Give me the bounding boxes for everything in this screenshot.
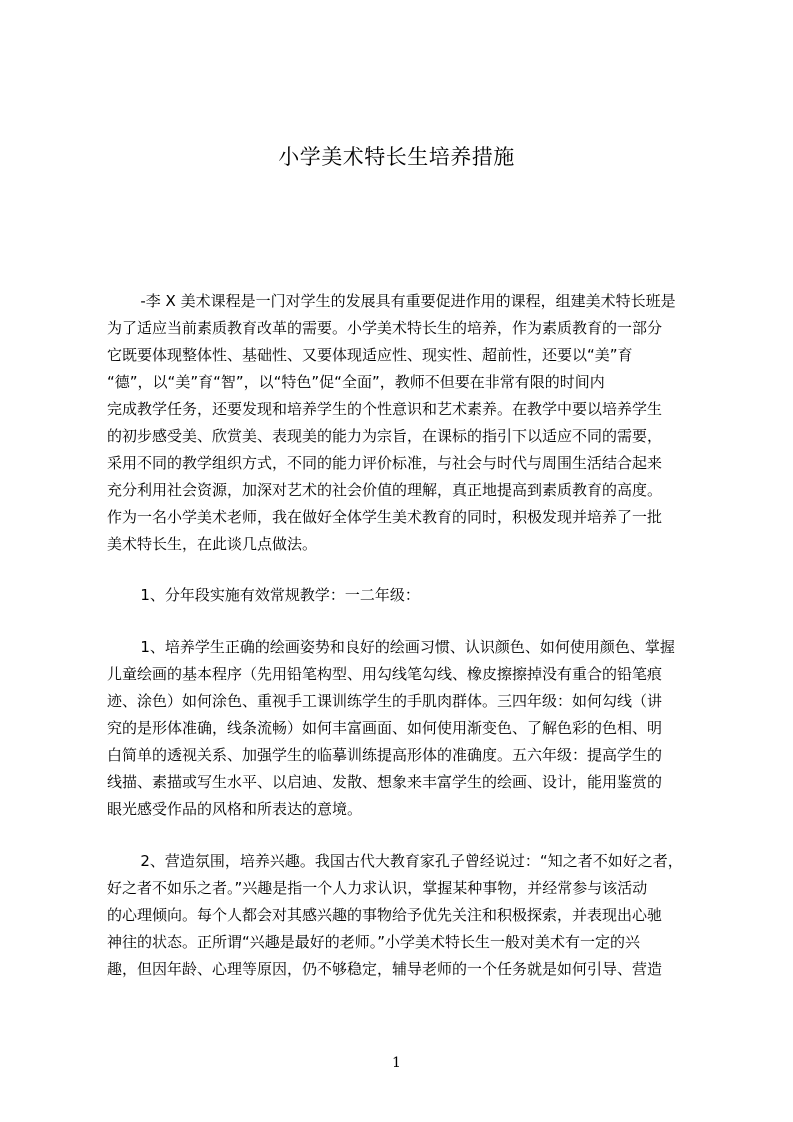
text-line: 美术特长生，在此谈几点做法。 (107, 535, 318, 553)
text-line: 采用不同的教学组织方式，不同的能力评价标准，与社会与时代与周围生活结合起来 (107, 454, 663, 472)
text-line: 眼光感受作品的风格和所表达的意境。 (107, 800, 363, 818)
text-line: 1、培养学生正确的绘画姿势和良好的绘画习惯、认识颜色、如何使用颜色、掌握 (107, 638, 675, 656)
text-line: 儿童绘画的基本程序（先用铅笔构型、用勾线笔勾线、橡皮擦擦掉没有重合的铅笔痕 (107, 665, 663, 683)
page-number: 1 (392, 1055, 401, 1071)
text-line: 充分利用社会资源，加深对艺术的社会价值的理解，真正地提高到素质教育的高度。 (107, 481, 663, 499)
document-title: 小学美术特长生培养措施 (278, 145, 515, 169)
text-line: 迹、涂色）如何涂色、重视手工课训练学生的手肌肉群体。三四年级：如何勾线（讲 (107, 692, 663, 710)
text-line: 完成教学任务，还要发现和培养学生的个性意识和艺术素养。在教学中要以培养学生 (107, 400, 663, 418)
text-line: -李 X 美术课程是一门对学生的发展具有重要促进作用的课程，组建美术特长班是 (107, 292, 676, 310)
text-line: 为了适应当前素质教育改革的需要。小学美术特长生的培养，作为素质教育的一部分 (107, 319, 663, 337)
text-line: 白简单的透视关系、加强学生的临摹训练提高形体的准确度。五六年级：提高学生的 (107, 746, 663, 764)
text-line: 趣，但因年龄、心理等原因，仍不够稳定，辅导老师的一个任务就是如何引导、营造 (107, 960, 663, 978)
text-line: 好之者不如乐之者。”兴趣是指一个人力求认识，掌握某种事物，并经常参与该活动 (107, 879, 648, 897)
text-line: 的心理倾向。每个人都会对其感兴趣的事物给予优先关注和积极探索，并表现出心驰 (107, 906, 663, 924)
text-line: 1、分年段实施有效常规教学：一二年级： (107, 586, 420, 604)
text-line: 线描、素描或写生水平、以启迪、发散、想象来丰富学生的绘画、设计，能用鉴赏的 (107, 773, 663, 791)
text-line: “德”，以“美”育“智”，以“特色”促“全面”，教师不但要在非常有限的时间内 (107, 373, 605, 391)
text-line: 的初步感受美、欣赏美、表现美的能力为宗旨，在课标的指引下以适应不同的需要， (107, 427, 663, 445)
text-line: 它既要体现整体性、基础性、又要体现适应性、现实性、超前性，还要以“美”育 (107, 346, 633, 364)
text-line: 2、营造氛围，培养兴趣。我国古代大教育家孔子曾经说过：“知之者不如好之者， (107, 852, 683, 870)
text-line: 作为一名小学美术老师，我在做好全体学生美术教育的同时，积极发现并培养了一批 (107, 508, 663, 526)
text-line: 究的是形体准确，线条流畅）如何丰富画面、如何使用渐变色、了解色彩的色相、明 (107, 719, 663, 737)
text-line: 神往的状态。正所谓“兴趣是最好的老师。”小学美术特长生一般对美术有一定的兴 (107, 933, 641, 951)
